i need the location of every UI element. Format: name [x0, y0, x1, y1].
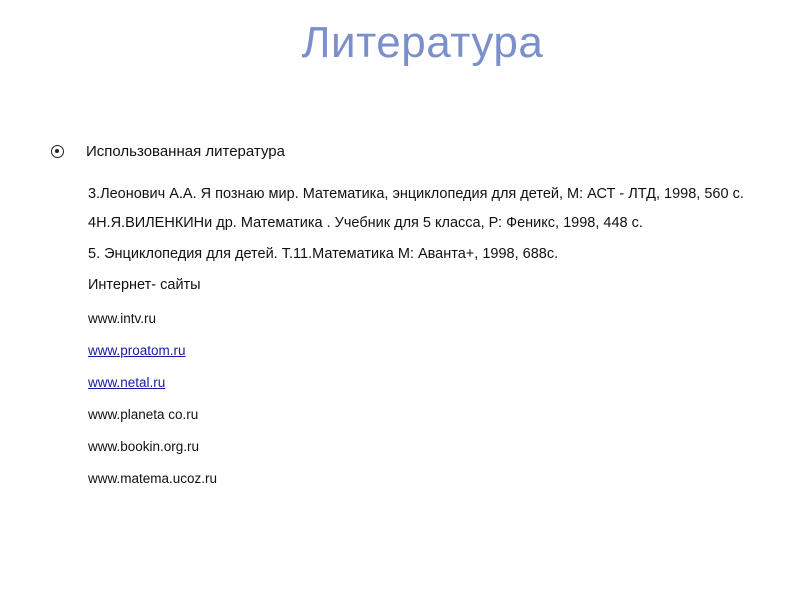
- site-link-planeta: www.planeta co.ru: [88, 407, 199, 422]
- internet-sites-heading: Интернет- сайты: [88, 277, 201, 293]
- slide-title: Литература: [301, 18, 544, 67]
- circle-bullet-icon: [51, 145, 64, 158]
- references-list: [88, 186, 748, 502]
- bullet-text: Использованная литература: [86, 143, 285, 160]
- reference-item: 5. Энциклопедия для детей. Т.11.Математика М: Аванта+, 1998, 688с.: [88, 246, 559, 262]
- site-link-proatom[interactable]: www.proatom.ru: [88, 343, 186, 358]
- reference-item: 3.Леонович А.А. Я познаю мир. Математика, энциклопедия для детей, М: АСТ - ЛТД, 1998, 560 с.: [88, 186, 744, 202]
- site-link-netal[interactable]: www.netal.ru: [88, 375, 166, 390]
- reference-item: 4Н.Я.ВИЛЕНКИНи др. Математика . Учебник для 5 класса, Р: Феникс, 1998, 448 с.: [88, 215, 643, 231]
- bullet-row: [51, 143, 285, 160]
- site-link-matema: www.matema.ucoz.ru: [88, 471, 218, 486]
- site-link-bookin: www.bookin.org.ru: [88, 439, 200, 454]
- site-link-intv: www.intv.ru: [88, 311, 157, 326]
